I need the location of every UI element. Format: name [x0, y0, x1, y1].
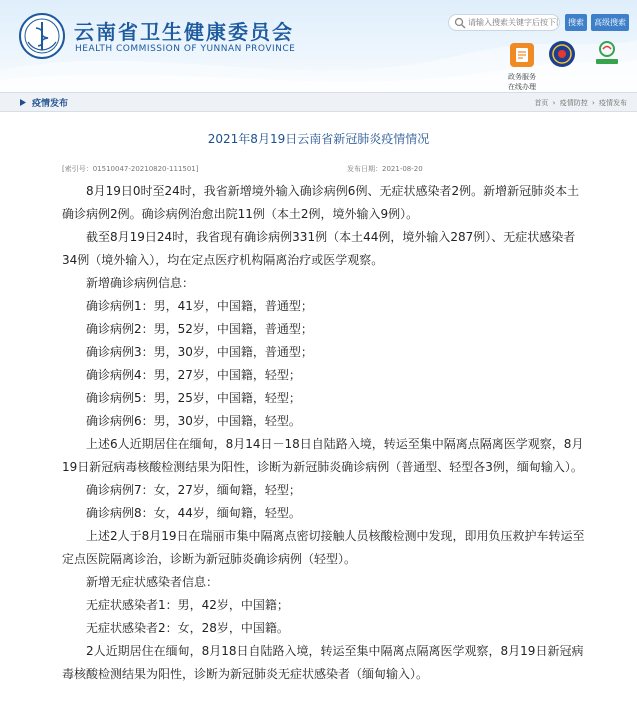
site-title[interactable]: 云南省卫生健康委员会	[74, 20, 294, 44]
index-number: [索引号：01510047-20210820-111501]	[62, 165, 199, 173]
search-box	[448, 14, 560, 31]
health-commission-logo-icon[interactable]	[18, 12, 66, 60]
breadcrumb	[532, 98, 627, 108]
article-meta	[62, 164, 582, 176]
section-arrow-icon	[20, 99, 26, 106]
online-service-icon	[509, 42, 535, 68]
publish-date: 发布日期：2021-08-20	[347, 165, 423, 173]
article-paragraph: 截至8月19日24时，我省现有确诊病例331例（本土44例，境外输入287例）、无症状感染者34例（境外输入），均在定点医疗机构隔离治疗或医学观察。	[62, 230, 576, 267]
article-paragraph: 新增无症状感染者信息：	[86, 575, 219, 589]
section-navbar	[0, 92, 637, 112]
section-title[interactable]: 疫情发布	[32, 99, 69, 109]
article-paragraph: 确诊病例1：男，41岁，中国籍，普通型；	[86, 299, 313, 313]
health-china-logo-icon[interactable]	[592, 40, 622, 66]
article-paragraph: 上述2人于8月19日在瑞丽市集中隔离点密切接触人员核酸检测中发现，即用负压救护车转运至定点医院隔离诊治，诊断为新冠肺炎确诊病例（轻型）。	[62, 529, 585, 566]
breadcrumb-epidemic-control[interactable]: 疫情防控	[559, 99, 588, 107]
breadcrumb-home[interactable]: 首页	[534, 99, 549, 107]
article-title: 2021年8月19日云南省新冠肺炎疫情情况	[207, 132, 430, 146]
article-paragraph: 确诊病例6：男，30岁，中国籍，轻型。	[86, 414, 301, 428]
search-input[interactable]	[468, 15, 558, 30]
article-paragraph: 上述6人近期居住在缅甸，8月14日－18日自陆路入境，转运至集中隔离点隔离医学观察，8月19日新冠病毒核酸检测结果为阳性，诊断为新冠肺炎确诊病例（普通型、轻型各3例，缅甸输入）。	[62, 437, 584, 474]
article-paragraph: 确诊病例3：男，30岁，中国籍，普通型；	[86, 345, 313, 359]
article-body	[62, 180, 590, 686]
online-service-link[interactable]	[505, 42, 539, 92]
article-paragraph: 确诊病例8：女，44岁，缅甸籍，轻型。	[86, 506, 301, 520]
online-service-label-2: 在线办理	[508, 83, 536, 91]
article-paragraph: 8月19日0时至24时，我省新增境外输入确诊病例6例、无症状感染者2例。新增新冠肺炎本土确诊病例2例。确诊病例治愈出院11例（本土2例，境外输入9例）。	[62, 184, 580, 221]
search-button[interactable]: 搜索	[565, 14, 587, 31]
online-service-label-1: 政务服务	[508, 73, 536, 81]
breadcrumb-separator: ›	[552, 99, 556, 107]
article-paragraph: 确诊病例7：女，27岁，缅甸籍，轻型；	[86, 483, 301, 497]
breadcrumb-epidemic-release[interactable]: 疫情发布	[599, 99, 627, 107]
article-paragraph: 新增确诊病例信息：	[86, 276, 195, 290]
article-paragraph: 确诊病例2：男，52岁，中国籍，普通型；	[86, 322, 313, 336]
article-paragraph: 确诊病例4：男，27岁，中国籍，轻型；	[86, 368, 301, 382]
search-icon	[454, 17, 466, 29]
government-badge-icon[interactable]	[548, 40, 576, 68]
site-title-english: HEALTH COMMISSION OF YUNNAN PROVINCE	[75, 44, 296, 54]
article-paragraph: 2人近期居住在缅甸，8月18日自陆路入境，转运至集中隔离点隔离医学观察，8月19日新冠病毒核酸检测结果为阳性，诊断为新冠肺炎无症状感染者（缅甸输入）。	[62, 644, 584, 681]
breadcrumb-separator: ›	[591, 99, 595, 107]
article-paragraph: 无症状感染者1：男，42岁，中国籍；	[86, 598, 289, 612]
article-paragraph: 确诊病例5：男，25岁，中国籍，轻型；	[86, 391, 301, 405]
article-paragraph: 无症状感染者2：女，28岁，中国籍。	[86, 621, 289, 635]
site-header	[0, 0, 637, 92]
advanced-search-button[interactable]: 高级搜索	[591, 14, 629, 31]
